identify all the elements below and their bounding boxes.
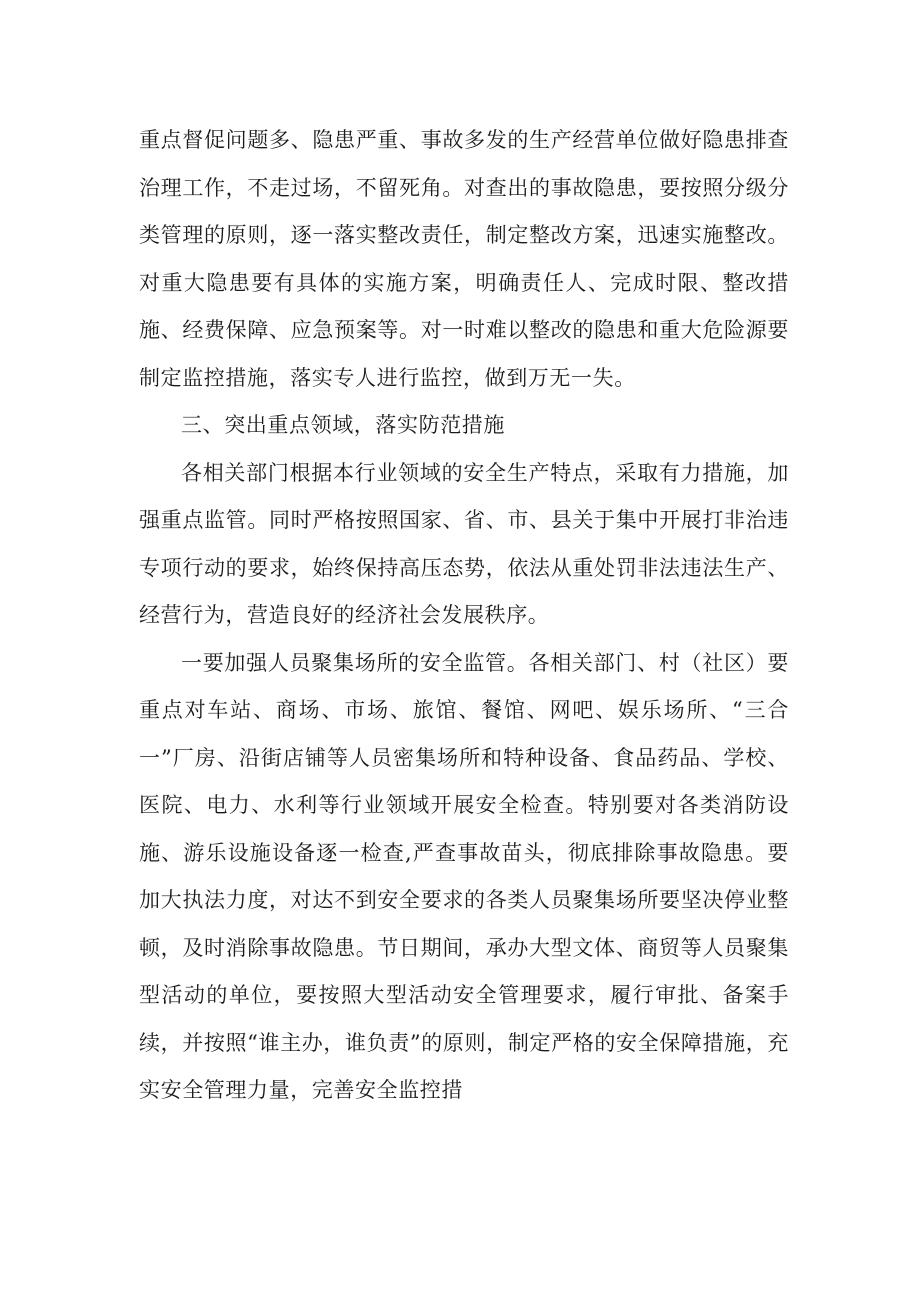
paragraph-key-supervision: 各相关部门根据本行业领域的安全生产特点，采取有力措施，加强重点监管。同时严格按照国家、省、市、县关于集中开展打非治违专项行动的要求，始终保持高压态势，依法从重处罚非法违法生产、经营行为，营造良好的经济社会发展秩序。	[139, 460, 789, 627]
paragraph-hazard-rectification: 重点督促问题多、隐患严重、事故多发的生产经营单位做好隐患排查治理工作，不走过场，不留死角。对查出的事故隐患，要按照分级分类管理的原则，逐一落实整改责任，制定整改方案，迅速实施整改。对重大隐患要有具体的实施方案，明确责任人、完成时限、整改措施、经费保障、应急预案等。对一时难以整改的隐患和重大危险源要制定监控措施，落实专人进行监控，做到万无一失。	[139, 128, 789, 390]
section-heading-3: 三、突出重点领域，落实防范措施	[181, 413, 505, 437]
paragraph-crowded-places: 一要加强人员聚集场所的安全监管。各相关部门、村（社区）要重点对车站、商场、市场、旅馆、餐馆、网吧、娱乐场所、“三合一”厂房、沿街店铺等人员密集场所和特种设备、食品药品、学校、医院、电力、水利等行业领域开展安全检查。特别要对各类消防设施、游乐设施设备逐一检查,严查事故苗头，彻底排除事故隐患。要加大执法力度，对达不到安全要求的各类人员聚集场所要坚决停业整顿，及时消除事故隐患。节日期间，承办大型文体、商贸等人员聚集型活动的单位，要按照大型活动安全管理要求，履行审批、备案手续，并按照“谁主办，谁负责”的原则，制定严格的安全保障措施，充实安全管理力量，完善安全监控措	[139, 650, 789, 1102]
document-body	[139, 117, 789, 1115]
